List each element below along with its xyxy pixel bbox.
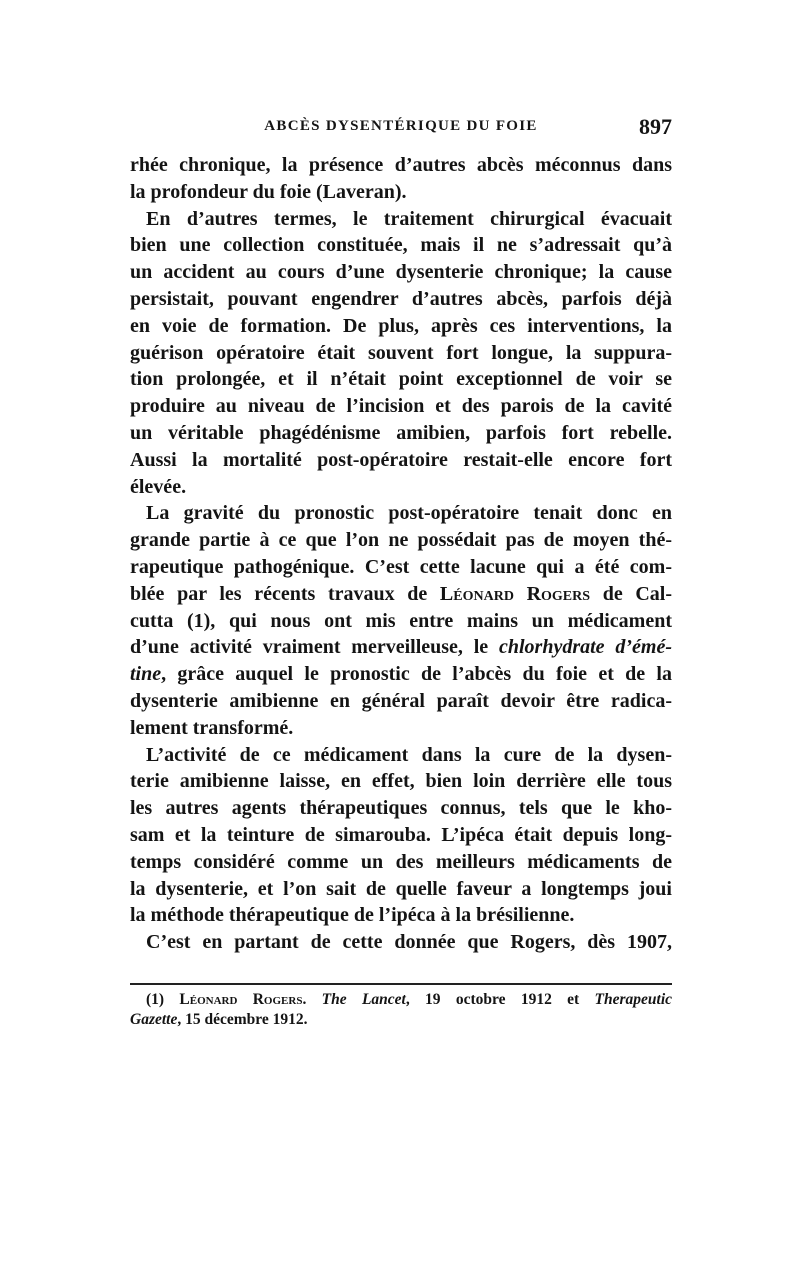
text-line: rapeutique pathogénique. C’est cette lacune qui a été com- bbox=[130, 555, 672, 578]
text-line: L’activité de ce médicament dans la cure de la dysen- bbox=[146, 743, 672, 766]
drug-name: tine bbox=[130, 663, 162, 686]
footnote-line bbox=[130, 1010, 672, 1030]
text-line: en voie de formation. De plus, après ces interventions, la bbox=[130, 314, 672, 337]
journal-title: Gazette bbox=[130, 1011, 178, 1028]
text-line: persistait, pouvant engendrer d’autres abcès, parfois déjà bbox=[130, 287, 672, 310]
text-line bbox=[130, 661, 672, 688]
journal-title: The Lancet bbox=[321, 991, 406, 1008]
text-run: , grâce auquel le pronostic de l’abcès du foie et de la bbox=[161, 663, 672, 686]
text-line: la méthode thérapeutique de l’ipéca à la brésilienne. bbox=[130, 904, 575, 927]
footnote-line bbox=[130, 990, 672, 1010]
text-line: un accident au cours d’une dysenterie chronique; la cause bbox=[130, 261, 672, 284]
text-line: un véritable phagédénisme amibien, parfois fort rebelle. bbox=[130, 421, 672, 444]
text-run: de Cal- bbox=[590, 582, 672, 605]
text-line: En d’autres termes, le traitement chirurgical évacuait bbox=[146, 207, 672, 230]
text-line: tion prolongée, et il n’était point exceptionnel de voir se bbox=[130, 368, 672, 391]
footnote bbox=[130, 990, 672, 1030]
text-line: la profondeur du foie (Laveran). bbox=[130, 180, 407, 203]
running-head: ABCÈS DYSENTÉRIQUE DU FOIE bbox=[264, 118, 538, 134]
footnote-rule bbox=[130, 983, 672, 985]
text-line bbox=[130, 634, 672, 661]
author-name: Léonard Rogers bbox=[439, 582, 591, 605]
text-line: les autres agents thérapeutiques connus, tels que le kho- bbox=[130, 797, 672, 820]
footnote-marker: (1) bbox=[146, 991, 180, 1008]
text-line: guérison opératoire était souvent fort longue, la suppura- bbox=[130, 341, 672, 364]
text-line: sam et la teinture de simarouba. L’ipéca était depuis long- bbox=[130, 823, 672, 846]
text-line bbox=[130, 581, 672, 608]
text-line: dysenterie amibienne en général paraît devoir être radica- bbox=[130, 689, 672, 712]
text-line: Aussi la mortalité post-opératoire restait-elle encore fort bbox=[130, 448, 672, 471]
journal-title: Therapeutic bbox=[594, 991, 672, 1008]
body-text bbox=[130, 152, 672, 956]
footnote-author: Léonard Rogers. bbox=[179, 991, 307, 1008]
text-line: C’est en partant de cette donnée que Rogers, dès 1907, bbox=[146, 931, 672, 954]
text-line: temps considéré comme un des meilleurs médicaments de bbox=[130, 850, 672, 873]
text-run: d’une activité vraiment merveilleuse, le bbox=[130, 636, 499, 659]
text-line: terie amibienne laisse, en effet, bien loin derrière elle tous bbox=[130, 770, 672, 793]
text-line: cutta (1), qui nous ont mis entre mains un médicament bbox=[130, 609, 672, 632]
text-line: élevée. bbox=[130, 475, 187, 498]
text-line: La gravité du pronostic post-opératoire tenait donc en bbox=[146, 502, 672, 525]
footnote-date: , 15 décembre 1912. bbox=[177, 1011, 308, 1028]
text-line: produire au niveau de l’incision et des parois de la cavité bbox=[130, 395, 672, 418]
text-line: rhée chronique, la présence d’autres abcès méconnus dans bbox=[130, 154, 672, 176]
footnote-date: , 19 octobre 1912 et bbox=[405, 991, 595, 1008]
text-line: grande partie à ce que l’on ne possédait pas de moyen thé- bbox=[130, 529, 672, 552]
text-run: blée par les récents travaux de bbox=[130, 582, 440, 605]
text-line: la dysenterie, et l’on sait de quelle faveur a longtemps joui bbox=[130, 877, 672, 900]
text-line: bien une collection constituée, mais il ne s’adressait qu’à bbox=[130, 234, 672, 257]
page-header bbox=[130, 114, 672, 144]
page-number: 897 bbox=[639, 114, 672, 139]
drug-name: chlorhydrate d’émé- bbox=[499, 636, 672, 659]
text-line: lement transformé. bbox=[130, 716, 294, 739]
